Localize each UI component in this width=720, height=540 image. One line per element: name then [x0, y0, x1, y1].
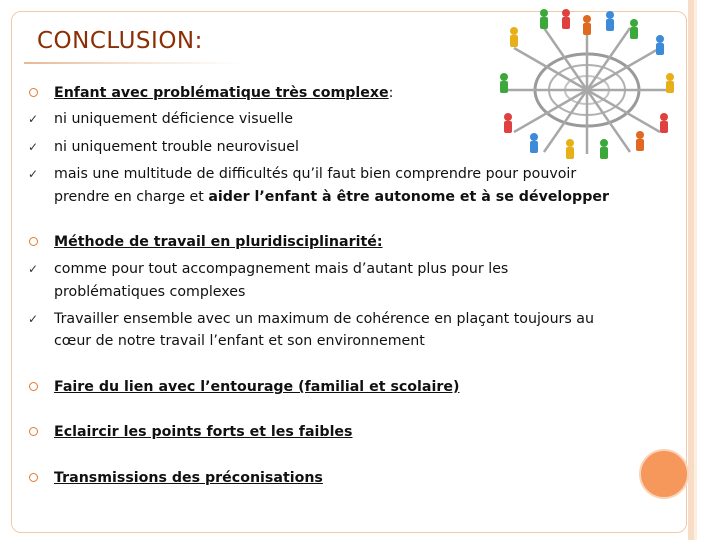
check-icon: ✓: [28, 312, 39, 326]
accent-dot: [639, 449, 689, 499]
check-icon: ✓: [28, 140, 39, 154]
circle-bullet-icon: [28, 82, 52, 104]
section-2-heading: Méthode de travail en pluridisciplinarité:: [54, 234, 383, 250]
people-network-icon: [494, 8, 680, 164]
section-4-heading: Eclaircir les points forts et les faibles: [54, 424, 353, 440]
check-icon: ✓: [28, 112, 39, 126]
check-icon: ✓: [28, 167, 39, 181]
slide-title: CONCLUSION:: [37, 28, 203, 54]
section-5-heading: Transmissions des préconisations: [54, 470, 323, 486]
slide: CONCLUSION: Enfant avec problématique très complexe: ✓ ni uniquement déficience visuelle ✓ ni uniquement trouble neurovisuel ✓ mais une multitude de difficultés qu’il faut bien comprendre pour pouvoir prendre en charge et aider l’enfant à être autonome et à se développer Méthode de travail en pluridisciplinarité: ✓ comme pour tout accompagnement mais d’autant plus pour les problématiques complexes ✓ Travailler ensemble avec un maximum de cohérence en plaçant toujours au cœur de notre travail l’enfant et son environnement Faire du lien avec l’entourage (familial et scolaire) Eclaircir les points forts et les faibles Transmissions des préconisations: [0, 0, 720, 540]
slide-edge-stripe-light: [694, 0, 697, 540]
circle-bullet-icon: [28, 467, 52, 489]
check-icon: ✓: [28, 262, 39, 276]
section-1-heading: Enfant avec problématique très complexe: [54, 85, 389, 101]
circle-bullet-icon: [28, 231, 52, 253]
section-3-heading: Faire du lien avec l’entourage (familial et scolaire): [54, 379, 460, 395]
circle-bullet-icon: [28, 376, 52, 398]
circle-bullet-icon: [28, 421, 52, 443]
title-underline: [24, 62, 244, 64]
section-1-colon: :: [388, 85, 394, 101]
